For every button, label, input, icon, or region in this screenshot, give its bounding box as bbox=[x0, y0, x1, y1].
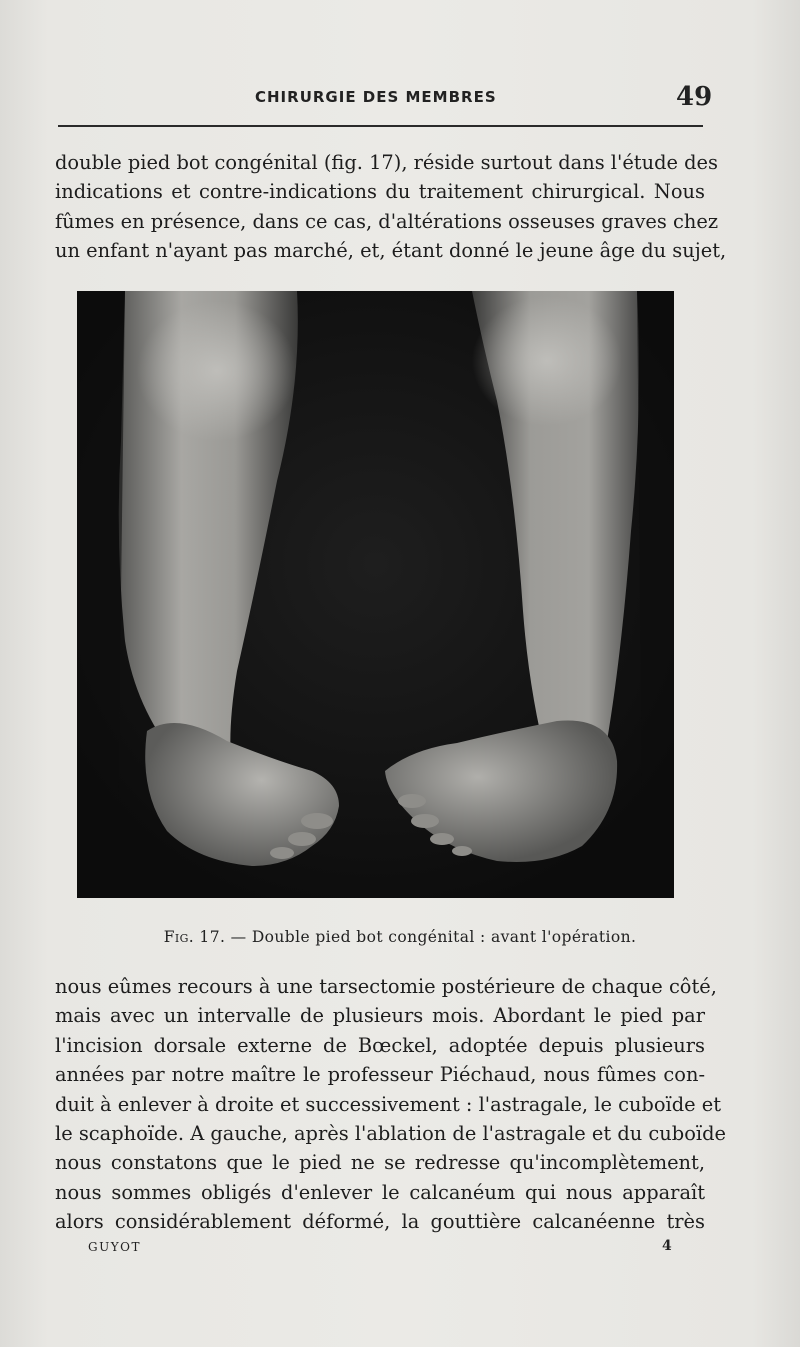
running-head bbox=[0, 82, 800, 114]
text-line: années par notre maître le professeur Piéchaud, nous fûmes con- bbox=[55, 1063, 705, 1087]
text-line: nous sommes obligés d'enlever le calcanéum qui nous apparaît bbox=[55, 1180, 705, 1204]
text-line: duit à enlever à droite et successivement : l'astragale, le cuboïde et bbox=[55, 1092, 722, 1116]
figure-label: Fig. 17. bbox=[163, 928, 226, 946]
paragraph-bottom bbox=[55, 972, 726, 1237]
clubfoot-photograph bbox=[77, 291, 674, 898]
text-line: le scaphoïde. A gauche, après l'ablation de l'astragale et du cuboïde bbox=[55, 1122, 726, 1146]
caption-text: — Double pied bot congénital : avant l'opération. bbox=[230, 928, 637, 946]
running-title: CHIRURGIE DES MEMBRES bbox=[255, 88, 497, 106]
text-line: fûmes en présence, dans ce cas, d'altérations osseuses graves chez bbox=[55, 209, 719, 233]
paragraph-top bbox=[55, 148, 727, 266]
figure-caption bbox=[0, 928, 800, 946]
text-line: alors considérablement déformé, la gouttière calcanéenne très bbox=[55, 1210, 705, 1234]
text-line: indications et contre-indications du traitement chirurgical. Nous bbox=[55, 180, 705, 204]
signature-mark: GUYOT bbox=[88, 1240, 141, 1254]
sheet-number: 4 bbox=[662, 1238, 672, 1254]
text-line: mais avec un intervalle de plusieurs mois. Abordant le pied par bbox=[55, 1004, 705, 1028]
text-line: double pied bot congénital (fig. 17), réside surtout dans l'étude des bbox=[55, 151, 718, 174]
text-line: un enfant n'ayant pas marché, et, étant donné le jeune âge du sujet, bbox=[55, 239, 727, 263]
text-line: nous constatons que le pied ne se redresse qu'incomplètement, bbox=[55, 1151, 705, 1175]
page-footer bbox=[0, 1240, 800, 1260]
page-number: 49 bbox=[676, 82, 713, 112]
header-rule bbox=[58, 125, 703, 127]
figure-photograph bbox=[77, 291, 674, 898]
text-line: nous eûmes recours à une tarsectomie postérieure de chaque côté, bbox=[55, 975, 717, 998]
text-line: l'incision dorsale externe de Bœckel, adoptée depuis plusieurs bbox=[55, 1033, 705, 1057]
